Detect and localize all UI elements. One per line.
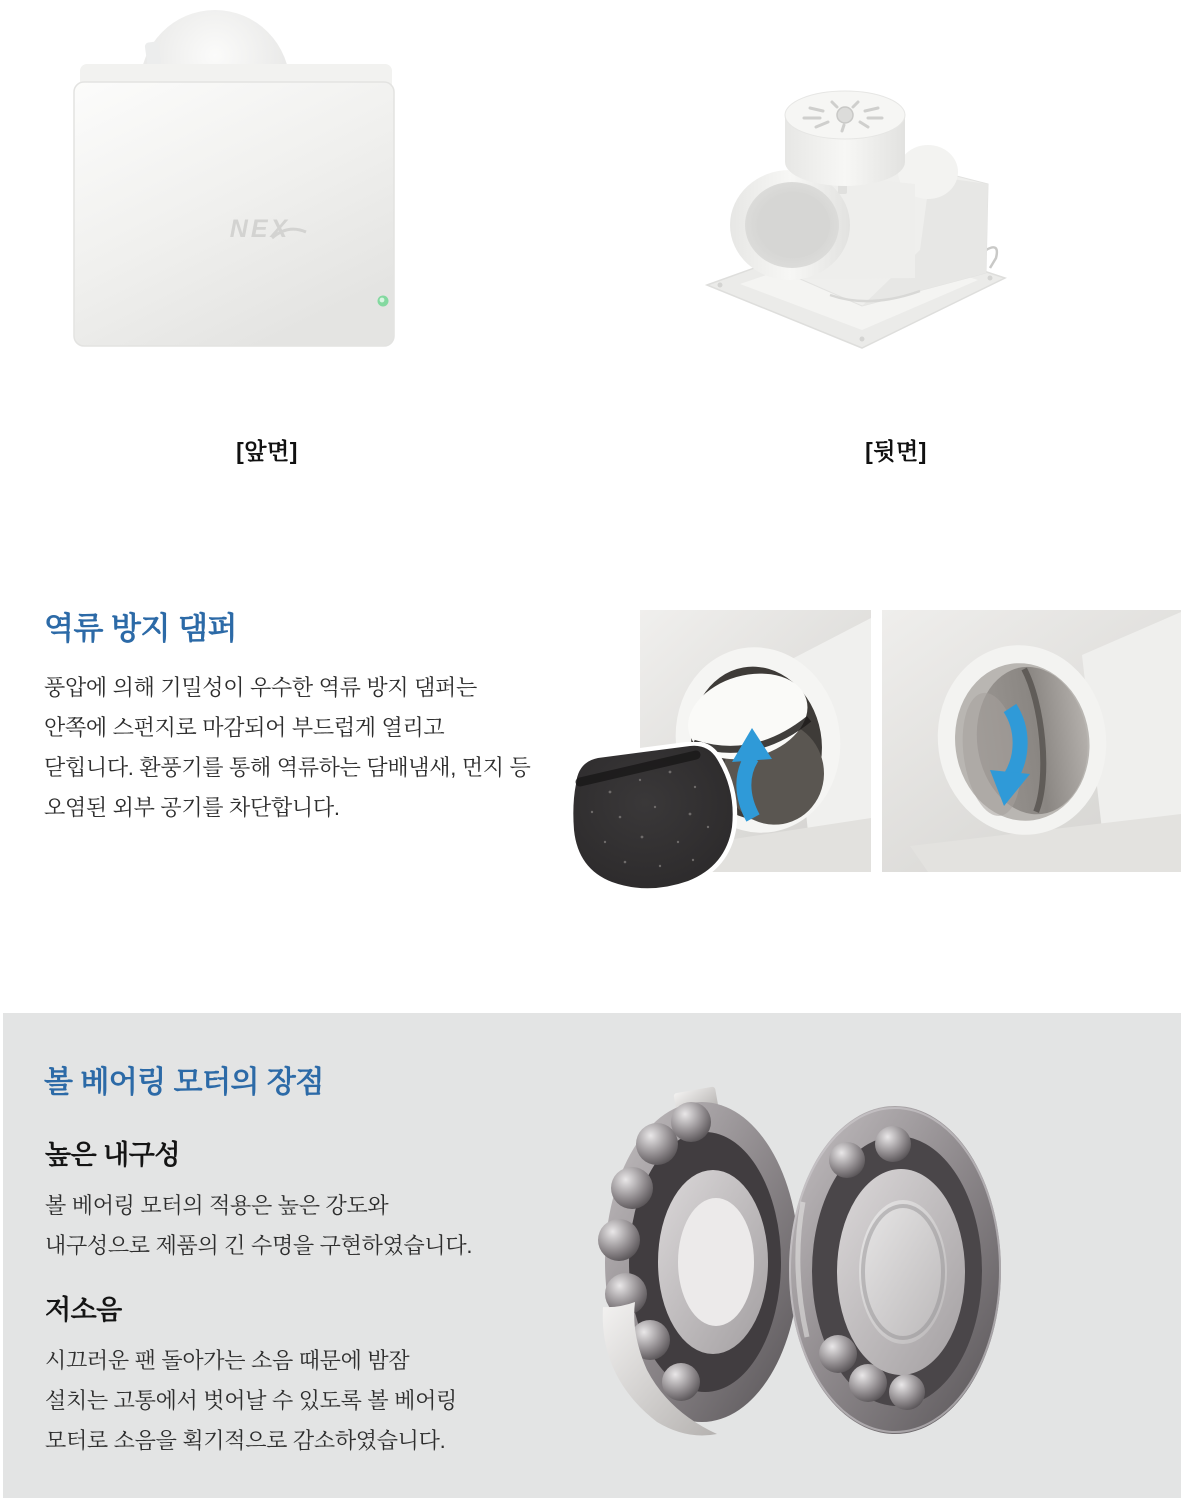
damper-description-line: 풍압에 의해 기밀성이 우수한 역류 방지 댐퍼는 bbox=[44, 675, 477, 700]
full-bearing bbox=[789, 1106, 1001, 1434]
motor-cap bbox=[785, 91, 905, 186]
noise-line: 시끄러운 팬 돌아가는 소음 때문에 밤잠 bbox=[45, 1348, 410, 1373]
bearing-section-title: 볼 베어링 모터의 장점 bbox=[44, 1066, 324, 1099]
duct-outlet bbox=[730, 170, 915, 280]
front-view-label: [앞면] bbox=[236, 438, 298, 464]
damper-description-line: 닫힙니다. 환풍기를 통해 역류하는 담배냄새, 먼지 등 bbox=[44, 755, 531, 780]
noise-line: 설치는 고통에서 벗어날 수 있도록 볼 베어링 bbox=[45, 1388, 458, 1413]
damper-description-line: 오염된 외부 공기를 차단합니다. bbox=[44, 795, 340, 820]
cutaway-bearing bbox=[598, 1086, 799, 1435]
durability-line: 볼 베어링 모터의 적용은 높은 강도와 bbox=[45, 1193, 389, 1218]
power-led-highlight bbox=[380, 298, 385, 303]
noise-heading: 저소음 bbox=[45, 1295, 122, 1325]
durability-description bbox=[45, 1186, 472, 1266]
noise-line: 모터로 소음을 획기적으로 감소하였습니다. bbox=[45, 1428, 446, 1453]
durability-line: 내구성으로 제품의 긴 수명을 구현하였습니다. bbox=[45, 1233, 473, 1258]
sponge-filter-photo bbox=[550, 742, 746, 894]
damper-description bbox=[44, 668, 531, 828]
noise-description bbox=[45, 1341, 457, 1461]
damper-section-title: 역류 방지 댐퍼 bbox=[44, 611, 237, 646]
ball-bearing-photo bbox=[595, 1082, 1015, 1457]
front-panel bbox=[74, 64, 394, 346]
damper-description-line: 안쪽에 스펀지로 마감되어 부드럽게 열리고 bbox=[44, 715, 445, 740]
back-view-label: [뒷면] bbox=[865, 438, 927, 464]
front-view-photo bbox=[60, 0, 405, 360]
damper-closed-photo bbox=[882, 610, 1181, 872]
back-view-photo bbox=[690, 80, 1020, 365]
nex-logo: NEX bbox=[229, 215, 291, 243]
durability-heading: 높은 내구성 bbox=[45, 1140, 180, 1170]
spring-clip bbox=[986, 247, 997, 268]
